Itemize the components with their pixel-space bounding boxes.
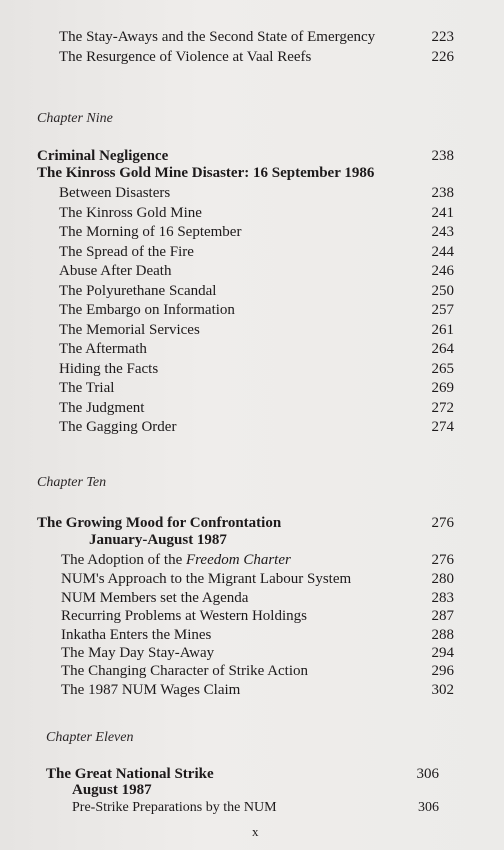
toc-page-number: 241 — [431, 205, 454, 221]
toc-page-number: 274 — [431, 419, 454, 435]
toc-entry: Between Disasters — [59, 185, 171, 201]
toc-entry: NUM's Approach to the Migrant Labour System — [61, 571, 352, 587]
toc-page-number: 226 — [431, 49, 454, 65]
toc-entry: The Judgment — [59, 400, 145, 416]
toc-page-number: 269 — [431, 380, 454, 396]
toc-page-number: 261 — [431, 322, 454, 338]
toc-entry: The Gagging Order — [59, 419, 177, 435]
chapter-heading: Chapter Nine — [37, 111, 113, 126]
toc-entry: The Changing Character of Strike Action — [61, 663, 309, 679]
toc-page-number: 243 — [431, 224, 454, 240]
chapter-subtitle: August 1987 — [72, 782, 152, 798]
page-folio: x — [252, 824, 259, 839]
toc-entry: The Aftermath — [59, 341, 147, 357]
toc-entry: The Morning of 16 September — [59, 224, 242, 240]
chapter-title: Criminal Negligence — [37, 148, 169, 164]
toc-entry: The Resurgence of Violence at Vaal Reefs — [59, 49, 312, 65]
toc-page-number: 294 — [431, 645, 454, 661]
toc-entry: The Spread of the Fire — [59, 244, 194, 260]
toc-page-number: 238 — [431, 148, 454, 164]
toc-entry: Hiding the Facts — [59, 361, 159, 377]
chapter-subtitle: January-August 1987 — [89, 532, 227, 548]
toc-page-number: 288 — [431, 627, 454, 643]
toc-entry: The Kinross Gold Mine — [59, 205, 202, 221]
toc-entry-italic-text: Freedom Charter — [185, 552, 291, 568]
toc-entry: Pre-Strike Preparations by the NUM — [72, 800, 277, 815]
toc-entry — [61, 551, 291, 569]
toc-page-number: 244 — [431, 244, 454, 260]
toc-entry: The May Day Stay-Away — [61, 645, 215, 661]
toc-page-number: 238 — [431, 185, 454, 201]
toc-entry: Abuse After Death — [59, 263, 172, 279]
toc-entry-text: The Adoption of the — [61, 552, 186, 568]
toc-entry: The Stay-Aways and the Second State of Emergency — [59, 29, 376, 45]
toc-page-number: 265 — [431, 361, 454, 377]
toc-entry: The Embargo on Information — [59, 302, 235, 318]
toc-page-number: 306 — [418, 800, 439, 815]
toc-page-number: 302 — [431, 682, 454, 698]
toc-entry: The Trial — [59, 380, 115, 396]
toc-page-number: 296 — [431, 663, 454, 679]
toc-page-number: 306 — [416, 766, 439, 782]
chapter-title: The Great National Strike — [46, 766, 214, 782]
toc-entry: Inkatha Enters the Mines — [61, 627, 212, 643]
toc-entry: The 1987 NUM Wages Claim — [61, 682, 241, 698]
toc-page-number: 280 — [431, 571, 454, 587]
toc-page-number: 283 — [431, 590, 454, 606]
toc-page-number: 250 — [431, 283, 454, 299]
toc-page-number: 257 — [431, 302, 454, 318]
toc-entry: The Memorial Services — [59, 322, 200, 338]
toc-entry: The Polyurethane Scandal — [59, 283, 217, 299]
toc-entry: NUM Members set the Agenda — [61, 590, 249, 606]
toc-page-number: 276 — [431, 552, 454, 568]
chapter-subtitle: The Kinross Gold Mine Disaster: 16 September 1986 — [37, 165, 375, 181]
chapter-heading: Chapter Eleven — [46, 730, 134, 745]
chapter-heading: Chapter Ten — [37, 475, 107, 490]
toc-page-number: 287 — [431, 608, 454, 624]
toc-page-number: 223 — [431, 29, 454, 45]
toc-page-number: 246 — [431, 263, 454, 279]
toc-page-number: 264 — [431, 341, 454, 357]
toc-page-number: 276 — [431, 515, 454, 531]
chapter-title: The Growing Mood for Confrontation — [37, 515, 282, 531]
toc-page-number: 272 — [431, 400, 454, 416]
toc-entry: Recurring Problems at Western Holdings — [61, 608, 307, 624]
